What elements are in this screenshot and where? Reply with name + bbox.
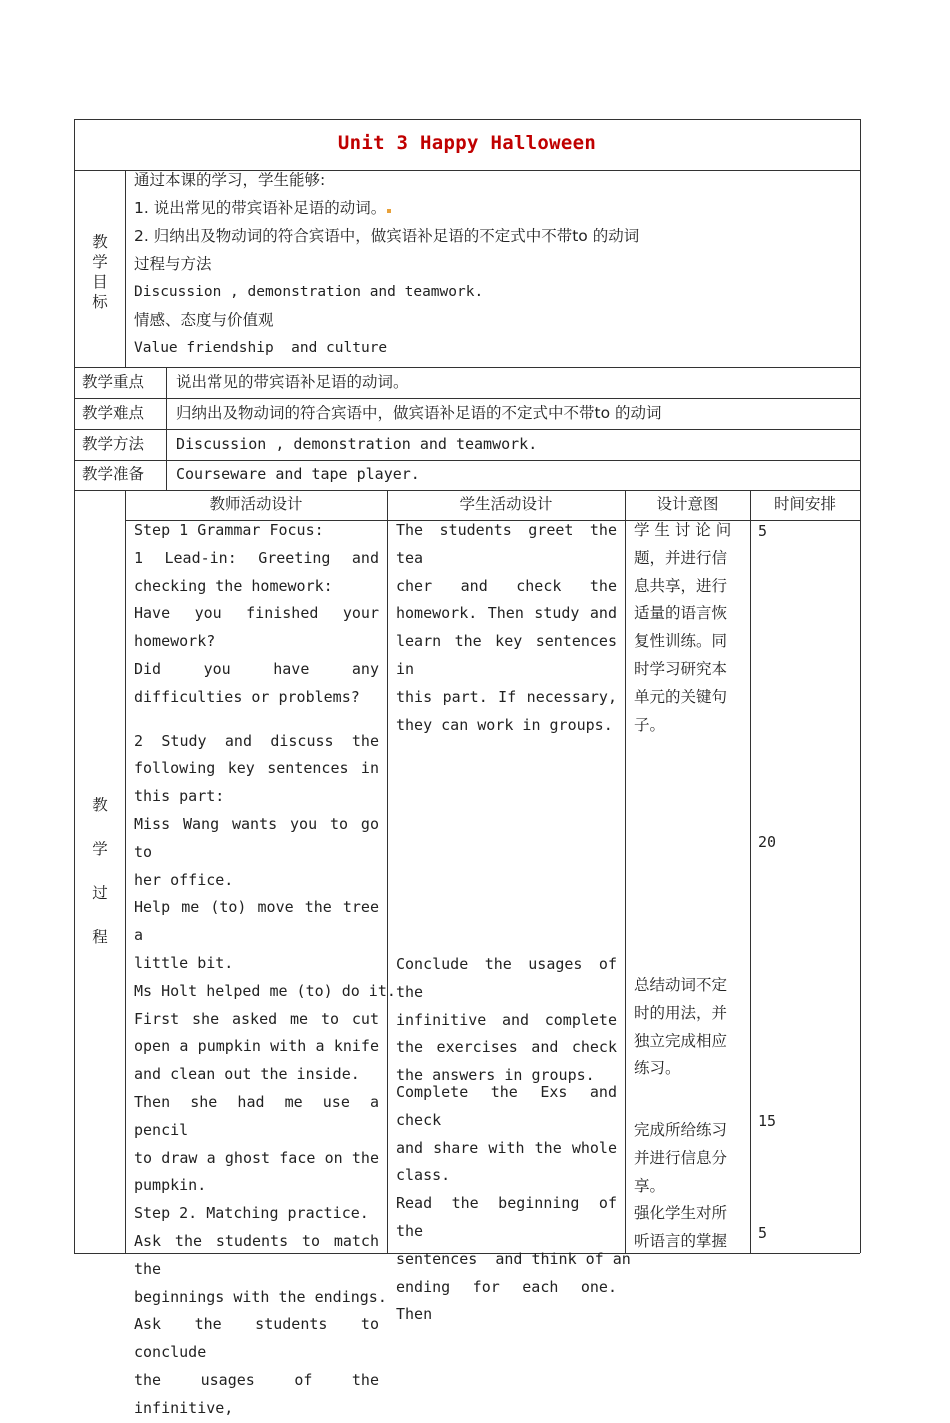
intent-line: 强化学生对所 xyxy=(634,1204,728,1223)
teacher-line: following key sentences in xyxy=(134,759,379,778)
teacher-line: to draw a ghost face on the xyxy=(134,1148,379,1167)
intent-line: 总结动词不定 xyxy=(634,976,728,994)
teacher-line: Miss Wang wants you to go to xyxy=(134,814,379,861)
objectives-line: 过程与方法 xyxy=(134,255,212,273)
keypoints-label: 教学重点 xyxy=(82,373,145,391)
student-activities-block-2 xyxy=(396,951,617,1090)
objectives-line: 通过本课的学习，学生能够: xyxy=(134,171,326,189)
intent-line: 并进行信息分 xyxy=(634,1148,728,1167)
student-line: this part. If necessary, xyxy=(396,687,617,706)
intent-line: 息共享，进行 xyxy=(634,576,728,595)
teacher-line: little bit. xyxy=(134,953,234,972)
table-left-border xyxy=(74,119,75,1253)
intent-block-3 xyxy=(634,1117,742,1256)
objectives-content xyxy=(134,166,854,362)
objectives-label-char: 学 xyxy=(92,253,108,271)
info-rows-divider xyxy=(166,367,167,490)
objectives-label-char: 教 xyxy=(92,233,108,251)
time-value: 20 xyxy=(758,833,777,851)
teacher-line: Did you have any xyxy=(134,659,379,678)
teacher-line: pumpkin. xyxy=(134,1176,207,1195)
student-line: Complete the Exs and check xyxy=(396,1083,617,1129)
student-line: cher and check the xyxy=(396,576,617,595)
student-line: they can work in groups. xyxy=(396,715,613,734)
preparation-label: 教学准备 xyxy=(82,465,145,483)
objectives-line: Discussion , demonstration and teamwork. xyxy=(134,284,484,300)
methods-value: Discussion , demonstration and teamwork. xyxy=(176,435,538,453)
teacher-line: beginnings with the endings. xyxy=(134,1287,387,1306)
intent-block-1 xyxy=(634,517,742,739)
process-label-char: 过 xyxy=(92,884,108,902)
student-line: ending for each one. Then xyxy=(396,1277,617,1324)
teacher-line: her office. xyxy=(134,870,234,889)
student-activities-block-1 xyxy=(396,517,617,739)
teacher-spacer xyxy=(134,712,379,728)
teacher-line: Ask the students to match the xyxy=(134,1231,379,1278)
intent-block-2 xyxy=(634,972,742,1083)
methods-label: 教学方法 xyxy=(82,435,145,453)
process-label xyxy=(80,783,120,959)
student-line: sentences and think of an xyxy=(396,1249,631,1268)
teacher-line: open a pumpkin with a knife xyxy=(134,1037,379,1056)
intent-line: 时的用法，并 xyxy=(634,1003,728,1022)
process-label-divider xyxy=(125,490,126,1253)
intent-line: 享。 xyxy=(634,1176,666,1195)
intent-line: 适量的语言恢 xyxy=(634,604,728,623)
student-line: infinitive and complete xyxy=(396,1010,617,1029)
teacher-line: this part: xyxy=(134,787,225,806)
teacher-line: and clean out the inside. xyxy=(134,1065,360,1084)
keypoints-value: 说出常见的带宾语补足语的动词。 xyxy=(176,373,409,391)
intent-line: 复性训练。同 xyxy=(634,632,728,651)
page-title: Unit 3 Happy Halloween xyxy=(337,132,597,154)
intent-line: 题，并进行信 xyxy=(634,548,728,567)
teacher-line: Help me (to) move the tree a xyxy=(134,898,379,945)
intent-line: 单元的关键句 xyxy=(634,687,728,706)
difficulties-value: 归纳出及物动词的符合宾语中，做宾语补足语的不定式中不带to 的动词 xyxy=(176,404,662,422)
intent-line: 练习。 xyxy=(634,1059,681,1078)
process-label-char: 学 xyxy=(92,840,108,858)
process-label-char: 教 xyxy=(92,796,108,814)
intent-line: 学 生 讨 论 问 xyxy=(634,521,732,539)
time-value: 15 xyxy=(758,1112,777,1130)
preparation-value: Courseware and tape player. xyxy=(176,465,420,483)
time-value: 5 xyxy=(758,522,768,540)
objectives-line: 1. 说出常见的带宾语补足语的动词。 xyxy=(134,194,854,222)
teacher-line: the usages of the infinitive, xyxy=(134,1370,379,1417)
student-activities-block-3 xyxy=(396,1079,631,1329)
teacher-line: Then she had me use a pencil xyxy=(134,1092,379,1139)
student-line: the exercises and check xyxy=(396,1038,617,1057)
student-line: class. xyxy=(396,1166,451,1185)
student-line: homework. Then study and xyxy=(396,604,617,623)
header-time: 时间安排 xyxy=(773,495,836,513)
objectives-label-char: 标 xyxy=(92,293,108,311)
teacher-line: Step 2. Matching practice. xyxy=(134,1204,369,1223)
teacher-line: checking the homework: xyxy=(134,576,333,595)
table-right-border xyxy=(860,119,861,1253)
student-line: learn the key sentences in xyxy=(396,632,617,678)
header-student: 学生活动设计 xyxy=(459,495,553,513)
teacher-line: Have you finished your xyxy=(134,604,379,623)
difficulties-label: 教学难点 xyxy=(82,404,145,422)
teacher-line: Step 1 Grammar Focus: xyxy=(134,521,324,539)
student-line: Conclude the usages of the xyxy=(396,955,617,1001)
student-line: the answers in groups. xyxy=(396,1066,595,1085)
teacher-line: First she asked me to cut xyxy=(134,1009,379,1028)
teacher-line: 2 Study and discuss the xyxy=(134,731,379,750)
intent-line: 独立完成相应 xyxy=(634,1031,728,1050)
teacher-line: Ask the students to conclude xyxy=(134,1315,379,1362)
teacher-line: Ms Holt helped me (to) do it. xyxy=(134,981,396,1000)
intent-line: 子。 xyxy=(634,715,666,734)
objectives-label xyxy=(80,232,120,312)
intent-line: 时学习研究本 xyxy=(634,659,728,678)
intent-line: 听语言的掌握 xyxy=(634,1232,728,1251)
student-line: The students greet the tea xyxy=(396,521,617,567)
table-top-border xyxy=(74,119,860,120)
student-line: Read the beginning of the xyxy=(396,1194,617,1240)
objectives-line: 情感、态度与价值观 xyxy=(134,311,274,329)
intent-time-divider xyxy=(750,490,751,1253)
time-value: 5 xyxy=(758,1224,768,1242)
header-intent: 设计意图 xyxy=(656,495,719,513)
student-intent-divider xyxy=(625,490,626,1253)
teacher-activities xyxy=(134,517,396,1423)
teacher-line: difficulties or problems? xyxy=(134,687,360,706)
teacher-student-divider xyxy=(387,490,388,1253)
objectives-line: 2. 归纳出及物动词的符合宾语中，做宾语补足语的不定式中不带to 的动词 xyxy=(134,227,640,245)
student-line: and share with the whole xyxy=(396,1138,617,1157)
header-teacher: 教师活动设计 xyxy=(209,495,303,513)
intent-line: 完成所给练习 xyxy=(634,1121,728,1139)
teacher-line: homework? xyxy=(134,632,216,651)
process-label-char: 程 xyxy=(92,928,108,946)
objectives-label-char: 目 xyxy=(92,273,108,291)
teacher-line: 1 Lead-in: Greeting and xyxy=(134,548,379,567)
objectives-line: Value friendship and culture xyxy=(134,340,388,356)
objectives-divider xyxy=(125,170,126,367)
